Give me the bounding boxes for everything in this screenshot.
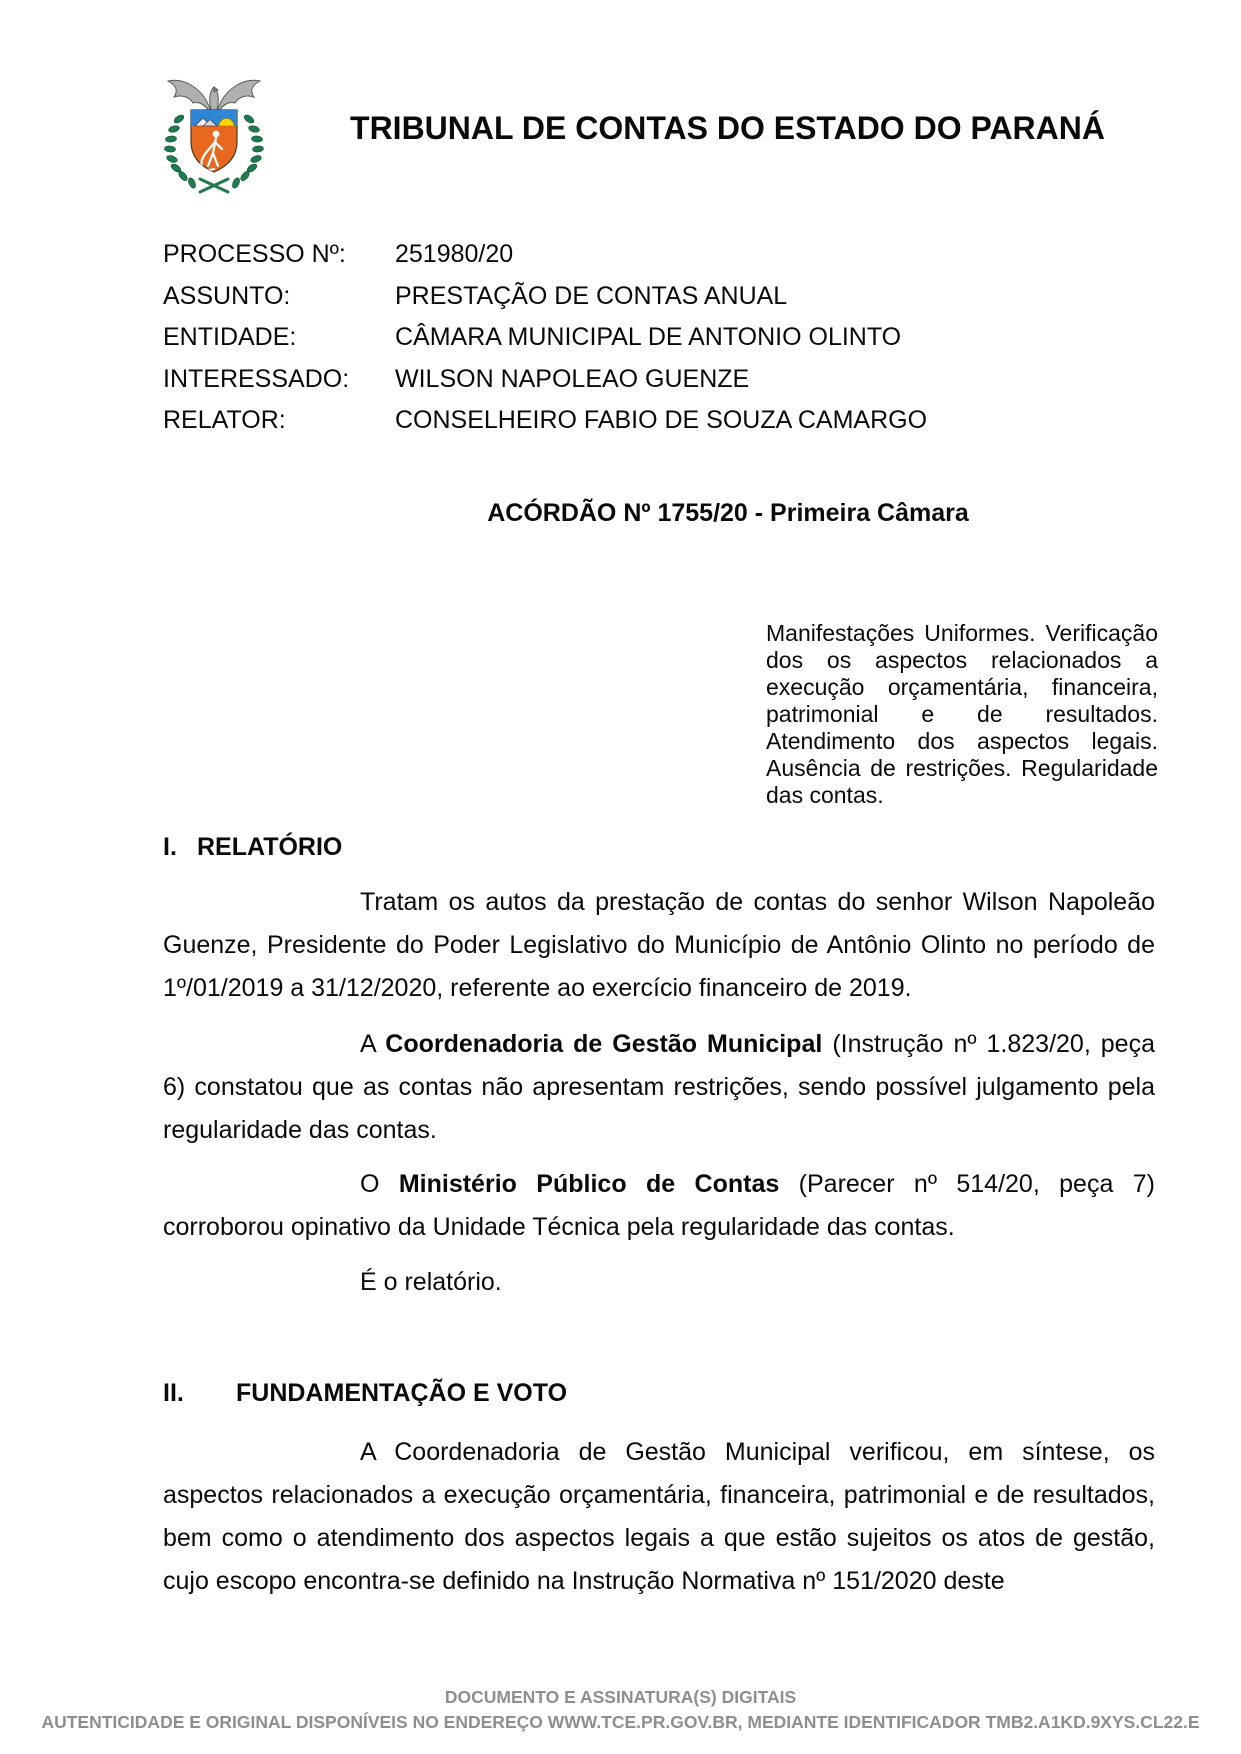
process-row xyxy=(163,359,1155,401)
paragraph-bold-text: Ministério Público de Contas xyxy=(398,1170,780,1198)
section-relatorio-heading xyxy=(163,833,342,862)
page-title: TRIBUNAL DE CONTAS DO ESTADO DO PARANÁ xyxy=(350,110,1105,146)
section-fundamentacao-heading xyxy=(163,1379,567,1408)
section-number: I. xyxy=(163,833,177,861)
ementa-summary: Manifestações Uniformes. Verificação dos os aspectos relacionados a execução orçamentária, financeira, patrimonial e de resultados. Atendimento dos aspectos legais. Ausência de restrições. Regularidade das contas. xyxy=(766,620,1158,808)
entity-value: CÂMARA MUNICIPAL DE ANTONIO OLINTO xyxy=(395,323,902,351)
interested-value: WILSON NAPOLEAO GUENZE xyxy=(395,364,750,393)
entity-label: ENTIDADE: xyxy=(163,323,297,351)
rapporteur-label: RELATOR: xyxy=(163,406,286,434)
paragraph: Tratam os autos da prestação de contas do senhor Wilson Napoleão Guenze, Presidente do Poder Legislativo do Município de Antônio Olinto no período de 1º/01/2019 a 31/12/2020, referente ao exercício financeiro de 2019. xyxy=(163,888,1155,1002)
paragraph: É o relatório. xyxy=(360,1268,502,1296)
paragraph-text: (Parecer nº 514/20, peça 7) corroborou opinativo da Unidade Técnica pela regularidade das contas. xyxy=(163,1170,1155,1241)
process-info xyxy=(163,234,1155,442)
footer-line-1: DOCUMENTO E ASSINATURA(S) DIGITAIS xyxy=(444,1687,797,1707)
paragraph xyxy=(163,1023,1155,1152)
subject-label: ASSUNTO: xyxy=(163,281,291,310)
process-row xyxy=(163,234,1155,276)
paragraph xyxy=(163,1163,1155,1249)
digital-signature-footer xyxy=(0,1685,1241,1735)
rapporteur-value: CONSELHEIRO FABIO DE SOUZA CAMARGO xyxy=(395,406,928,434)
footer-line-2: AUTENTICIDADE E ORIGINAL DISPONÍVEIS NO ENDEREÇO WWW.TCE.PR.GOV.BR, MEDIANTE IDENTIFICADOR TMB2.A1KD.9XYS.CL22.E xyxy=(41,1712,1200,1732)
section-label: RELATÓRIO xyxy=(197,833,343,861)
process-number-label: PROCESSO Nº: xyxy=(163,240,346,268)
acordao-title: ACÓRDÃO Nº 1755/20 - Primeira Câmara xyxy=(487,499,969,527)
process-row xyxy=(163,400,1155,442)
paragraph: A Coordenadoria de Gestão Municipal verificou, em síntese, os aspectos relacionados a execução orçamentária, financeira, patrimonial e de resultados, bem como o atendimento dos aspectos legais a que estão sujeitos os atos de gestão, cujo escopo encontra-se definido na Instrução Normativa nº 151/2020 deste xyxy=(163,1438,1155,1595)
parana-coat-of-arms-icon xyxy=(152,74,276,196)
paragraph-text: A xyxy=(360,1030,386,1058)
process-row xyxy=(163,276,1155,318)
subject-value: PRESTAÇÃO DE CONTAS ANUAL xyxy=(395,281,788,310)
paragraph-text: O xyxy=(360,1170,399,1198)
section-number: II. xyxy=(163,1379,184,1407)
section-label: FUNDAMENTAÇÃO E VOTO xyxy=(236,1379,568,1407)
paragraph-text: (Instrução nº 1.823/20, peça 6) constatou que as contas não apresentam restrições, sendo possível julgamento pela regularidade das contas. xyxy=(163,1030,1155,1144)
paragraph-bold-text: Coordenadoria de Gestão Municipal xyxy=(385,1030,823,1058)
process-row xyxy=(163,317,1155,359)
process-number-value: 251980/20 xyxy=(395,240,514,268)
interested-label: INTERESSADO: xyxy=(163,364,350,393)
